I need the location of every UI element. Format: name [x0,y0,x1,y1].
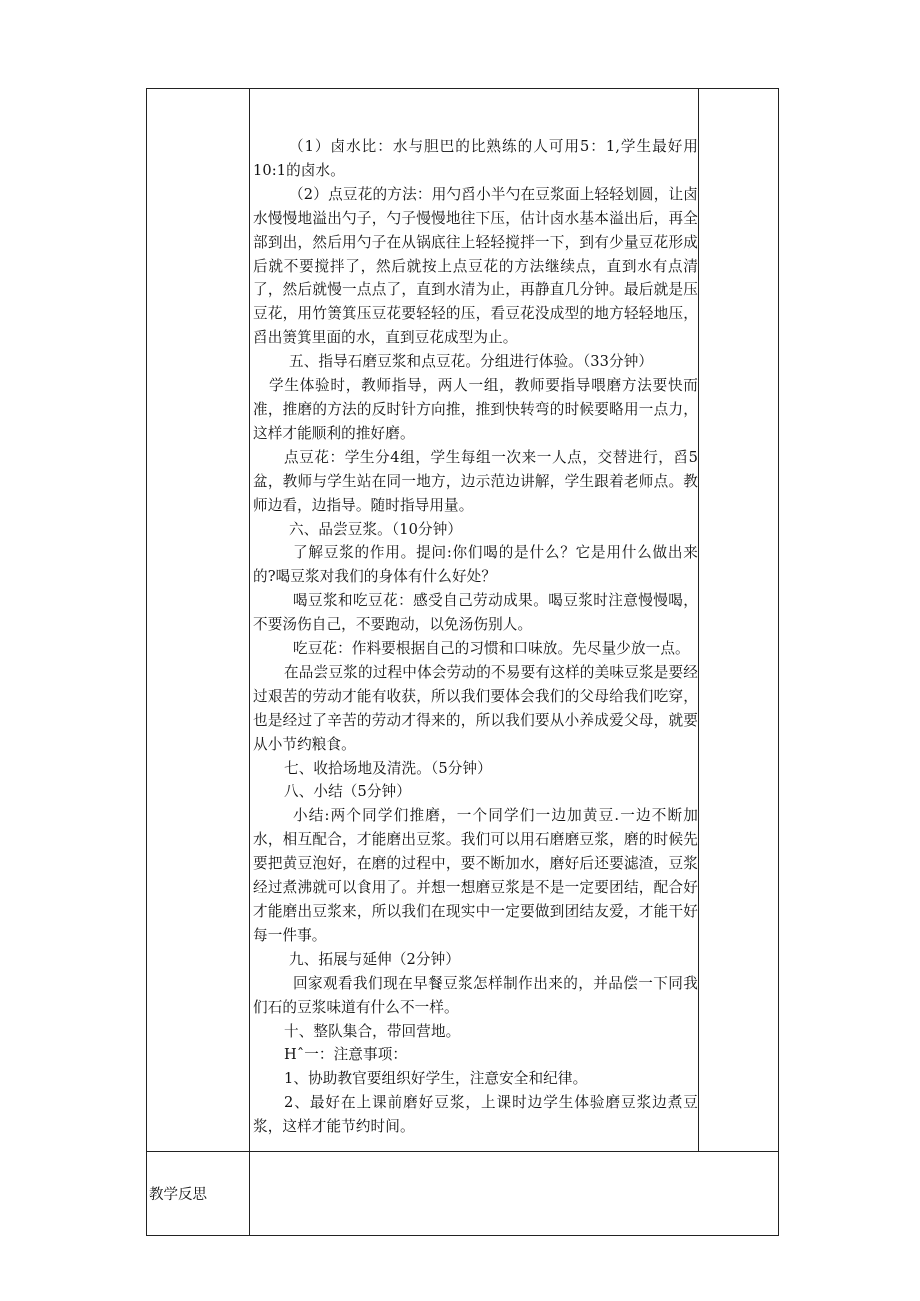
paragraph: （2）点豆花的方法：用勺舀小半勺在豆浆面上轻轻划圆，让卤水慢慢地溢出勺子，勺子慢慢地往下压，估计卤水基本溢出后，再全部到出，然后用勺子在从锅底往上轻轻搅拌一下，到有少量豆花形成后就不要搅拌了，然后就按上点豆花的方法继续点，直到水有点清了，然后就慢一点点了，直到水清为止，再静直几分钟。最后就是压豆花，用竹箦箕压豆花要轻轻的压，看豆花没成型的地方轻轻地压，舀出箦箕里面的水，直到豆花成型为止。 [253,185,698,347]
paragraph: 了解豆浆的作用。提问:你们喝的是什么？它是用什么做出来的?喝豆浆对我们的身体有什么好处？ [253,544,698,586]
reflection-label: 教学反思 [147,1151,250,1235]
section-heading: 六、品尝豆浆。（10分钟） [289,520,463,538]
section-heading: 八、小结（5分钟） [284,783,411,801]
right-empty-cell [699,89,779,1152]
paragraph: 2、最好在上课前磨好豆浆，上课时边学生体验磨豆浆边煮豆浆，这样才能节约时间。 [253,1094,698,1136]
reflection-row [147,1151,779,1235]
lesson-content-row [147,89,779,1152]
lesson-content-cell [250,89,699,1152]
section-heading: 七、收拾场地及清洗。（5分钟） [284,759,492,777]
paragraph: 点豆花：学生分4组，学生每组一次来一人点，交替进行，舀5盆，教师与学生站在同一地方，边示范边讲解，学生跟着老师点。教师边看，边指导。随时指导用量。 [253,448,698,514]
paragraph: 学生体验时，教师指导，两人一组，教师要指导喂磨方法要快而准，推磨的方法的反时针方向推，推到快转弯的时候要略用一点力，这样才能顺利的推好磨。 [253,377,698,442]
paragraph: 小结:两个同学们推磨，一个同学们一边加黄豆.一边不断加水，相互配合，才能磨出豆浆。我们可以用石磨磨豆浆，磨的时候先要把黄豆泡好，在磨的过程中，要不断加水，磨好后还要滤渣，豆浆经过煮沸就可以食用了。并想一想磨豆浆是不是一定要团结，配合好才能磨出豆浆来，所以我们在现实中一定要做到团结友爱，才能干好每一件事。 [253,807,698,944]
paragraph: 1、协助教官要组织好学生，注意安全和纪律。 [284,1070,588,1088]
section-heading: Hˆ一：注意事项： [284,1046,408,1064]
section-heading: 五、指导石磨豆浆和点豆花。分组进行体验。（33分钟） [289,353,654,371]
reflection-content-cell [250,1151,779,1235]
section-heading: 九、拓展与延伸（2分钟） [289,950,461,968]
paragraph: 回家观看我们现在早餐豆浆怎样制作出来的，并品偿一下同我们石的豆浆味道有什么不一样。 [253,974,698,1016]
paragraph: 吃豆花：作料要根据自己的习惯和口味放。先尽量少放一点。 [293,640,690,658]
paragraph: 喝豆浆和吃豆花：感受自己劳动成果。喝豆浆时注意慢慢喝，不要汤伤自己，不要跑动，以免汤伤别人。 [253,592,698,634]
lesson-content [250,89,698,1139]
section-heading: 十、整队集合，带回营地。 [284,1022,461,1040]
paragraph: 在品尝豆浆的过程中体会劳动的不易要有这样的美味豆浆是要经过艰苦的劳动才能有收获，所以我们要体会我们的父母给我们吃穿，也是经过了辛苦的劳动才得来的，所以我们要从小养成爱父母，就要从小节约粮食。 [253,663,698,753]
left-empty-cell [147,89,250,1152]
paragraph: （1）卤水比：水与胆巴的比熟练的人可用5：1,学生最好用10:1的卤水。 [253,138,698,179]
lesson-plan-table [146,88,779,1236]
